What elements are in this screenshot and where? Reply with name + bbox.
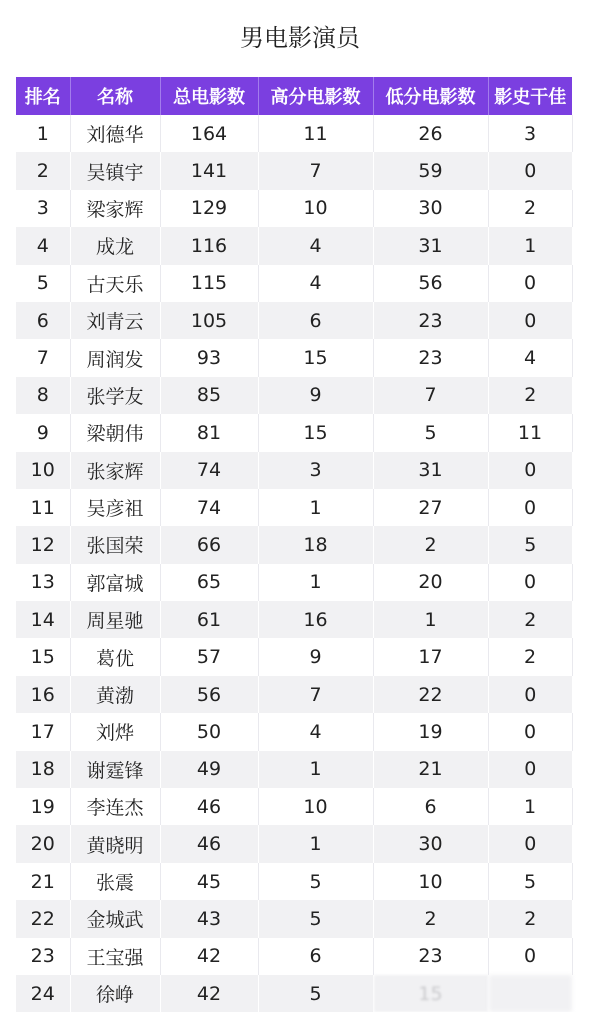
rank-cell: 14: [16, 601, 70, 638]
high-score-cell: 15: [258, 339, 373, 376]
total-films-cell: 46: [160, 788, 258, 825]
low-score-cell: 6: [373, 788, 488, 825]
table-row: [16, 339, 572, 376]
high-score-cell: 18: [258, 526, 373, 563]
rank-cell: 1: [16, 115, 70, 152]
classic-films-cell: 0: [488, 676, 572, 713]
rank-cell: 7: [16, 339, 70, 376]
name-cell: 张震: [70, 863, 160, 900]
low-score-cell: 31: [373, 452, 488, 489]
table-row: [16, 601, 572, 638]
total-films-cell: 85: [160, 377, 258, 414]
column-header-total-films: 总电影数: [160, 77, 258, 115]
name-cell: 张国荣: [70, 526, 160, 563]
low-score-cell: 15: [373, 975, 488, 1012]
high-score-cell: 9: [258, 377, 373, 414]
rank-cell: 13: [16, 564, 70, 601]
low-score-cell: 59: [373, 152, 488, 189]
classic-films-cell: 2: [488, 601, 572, 638]
table-row: [16, 302, 572, 339]
total-films-cell: 50: [160, 713, 258, 750]
low-score-cell: 23: [373, 302, 488, 339]
table-row: [16, 564, 572, 601]
name-cell: 谢霆锋: [70, 751, 160, 788]
high-score-cell: 16: [258, 601, 373, 638]
classic-films-cell: 0: [488, 564, 572, 601]
rank-cell: 3: [16, 190, 70, 227]
actor-ranking-table: [16, 77, 573, 1012]
rank-cell: 17: [16, 713, 70, 750]
rank-cell: 6: [16, 302, 70, 339]
high-score-cell: 4: [258, 227, 373, 264]
column-header-rank: 排名: [16, 77, 70, 115]
classic-films-cell: 1: [488, 227, 572, 264]
total-films-cell: 45: [160, 863, 258, 900]
table-row: [16, 825, 572, 862]
low-score-cell: 22: [373, 676, 488, 713]
classic-films-cell: 0: [488, 265, 572, 302]
low-score-cell: 26: [373, 115, 488, 152]
name-cell: 王宝强: [70, 938, 160, 975]
rank-cell: 12: [16, 526, 70, 563]
classic-films-cell: 0: [488, 489, 572, 526]
total-films-cell: 66: [160, 526, 258, 563]
column-header-low-score-films: 低分电影数: [373, 77, 488, 115]
table-row: [16, 115, 572, 152]
name-cell: 金城武: [70, 900, 160, 937]
name-cell: 张学友: [70, 377, 160, 414]
column-header-name: 名称: [70, 77, 160, 115]
total-films-cell: 46: [160, 825, 258, 862]
rank-cell: 19: [16, 788, 70, 825]
high-score-cell: 1: [258, 489, 373, 526]
classic-films-cell: 0: [488, 302, 572, 339]
rank-cell: 16: [16, 676, 70, 713]
total-films-cell: 164: [160, 115, 258, 152]
total-films-cell: 42: [160, 938, 258, 975]
table-header: [16, 77, 572, 115]
name-cell: 吴彦祖: [70, 489, 160, 526]
column-header-classic-films: 影史干佳: [488, 77, 572, 115]
classic-films-cell: 0: [488, 713, 572, 750]
name-cell: 徐峥: [70, 975, 160, 1012]
table-row: [16, 452, 572, 489]
rank-cell: 9: [16, 414, 70, 451]
rank-cell: 15: [16, 638, 70, 675]
high-score-cell: 4: [258, 265, 373, 302]
high-score-cell: 3: [258, 452, 373, 489]
low-score-cell: 1: [373, 601, 488, 638]
rank-cell: 24: [16, 975, 70, 1012]
table-row: [16, 227, 572, 264]
classic-films-cell: 4: [488, 339, 572, 376]
total-films-cell: 42: [160, 975, 258, 1012]
name-cell: 刘青云: [70, 302, 160, 339]
name-cell: 李连杰: [70, 788, 160, 825]
classic-films-cell: 2: [488, 190, 572, 227]
high-score-cell: 5: [258, 863, 373, 900]
table-row: [16, 863, 572, 900]
total-films-cell: 74: [160, 452, 258, 489]
total-films-cell: 56: [160, 676, 258, 713]
name-cell: 周星驰: [70, 601, 160, 638]
total-films-cell: 74: [160, 489, 258, 526]
classic-films-cell: 0: [488, 938, 572, 975]
rank-cell: 21: [16, 863, 70, 900]
table-row: [16, 751, 572, 788]
high-score-cell: 6: [258, 302, 373, 339]
classic-films-cell: 3: [488, 115, 572, 152]
rank-cell: 20: [16, 825, 70, 862]
classic-films-cell: 0: [488, 825, 572, 862]
high-score-cell: 11: [258, 115, 373, 152]
total-films-cell: 141: [160, 152, 258, 189]
name-cell: 吴镇宇: [70, 152, 160, 189]
table-body: [16, 115, 572, 1012]
high-score-cell: 10: [258, 190, 373, 227]
classic-films-cell: 0: [488, 152, 572, 189]
low-score-cell: 30: [373, 190, 488, 227]
high-score-cell: 4: [258, 713, 373, 750]
total-films-cell: 129: [160, 190, 258, 227]
name-cell: 梁家辉: [70, 190, 160, 227]
classic-films-cell: 2: [488, 638, 572, 675]
low-score-cell: 23: [373, 339, 488, 376]
high-score-cell: 10: [258, 788, 373, 825]
low-score-cell: 56: [373, 265, 488, 302]
total-films-cell: 43: [160, 900, 258, 937]
high-score-cell: 1: [258, 825, 373, 862]
low-score-cell: 7: [373, 377, 488, 414]
table-row: [16, 152, 572, 189]
classic-films-cell: 2: [488, 377, 572, 414]
total-films-cell: 49: [160, 751, 258, 788]
classic-films-cell: [488, 975, 572, 1012]
high-score-cell: 5: [258, 975, 373, 1012]
name-cell: 梁朝伟: [70, 414, 160, 451]
name-cell: 古天乐: [70, 265, 160, 302]
high-score-cell: 15: [258, 414, 373, 451]
low-score-cell: 2: [373, 900, 488, 937]
table-row: [16, 676, 572, 713]
high-score-cell: 9: [258, 638, 373, 675]
rank-cell: 8: [16, 377, 70, 414]
total-films-cell: 115: [160, 265, 258, 302]
table-row: [16, 489, 572, 526]
low-score-cell: 2: [373, 526, 488, 563]
low-score-cell: 5: [373, 414, 488, 451]
table-row: [16, 713, 572, 750]
rank-cell: 4: [16, 227, 70, 264]
table-row: [16, 975, 572, 1012]
rank-cell: 22: [16, 900, 70, 937]
low-score-cell: 20: [373, 564, 488, 601]
low-score-cell: 19: [373, 713, 488, 750]
rank-cell: 11: [16, 489, 70, 526]
high-score-cell: 7: [258, 152, 373, 189]
high-score-cell: 1: [258, 564, 373, 601]
name-cell: 张家辉: [70, 452, 160, 489]
high-score-cell: 1: [258, 751, 373, 788]
total-films-cell: 61: [160, 601, 258, 638]
low-score-cell: 30: [373, 825, 488, 862]
high-score-cell: 5: [258, 900, 373, 937]
table-row: [16, 938, 572, 975]
total-films-cell: 57: [160, 638, 258, 675]
table-row: [16, 788, 572, 825]
total-films-cell: 81: [160, 414, 258, 451]
classic-films-cell: 11: [488, 414, 572, 451]
name-cell: 葛优: [70, 638, 160, 675]
classic-films-cell: 1: [488, 788, 572, 825]
rank-cell: 2: [16, 152, 70, 189]
total-films-cell: 93: [160, 339, 258, 376]
classic-films-cell: 0: [488, 452, 572, 489]
low-score-cell: 10: [373, 863, 488, 900]
name-cell: 黄渤: [70, 676, 160, 713]
rank-cell: 10: [16, 452, 70, 489]
rank-cell: 5: [16, 265, 70, 302]
low-score-cell: 27: [373, 489, 488, 526]
name-cell: 刘烨: [70, 713, 160, 750]
high-score-cell: 7: [258, 676, 373, 713]
table-row: [16, 638, 572, 675]
total-films-cell: 116: [160, 227, 258, 264]
table-row: [16, 526, 572, 563]
low-score-cell: 17: [373, 638, 488, 675]
high-score-cell: 6: [258, 938, 373, 975]
low-score-cell: 31: [373, 227, 488, 264]
table-header-row: [16, 77, 572, 115]
name-cell: 成龙: [70, 227, 160, 264]
table-row: [16, 377, 572, 414]
classic-films-cell: 5: [488, 526, 572, 563]
low-score-cell: 23: [373, 938, 488, 975]
table-row: [16, 414, 572, 451]
page-title: 男电影演员: [240, 24, 360, 52]
name-cell: 郭富城: [70, 564, 160, 601]
name-cell: 周润发: [70, 339, 160, 376]
table-row: [16, 900, 572, 937]
table-row: [16, 265, 572, 302]
low-score-cell: 21: [373, 751, 488, 788]
rank-cell: 23: [16, 938, 70, 975]
name-cell: 黄晓明: [70, 825, 160, 862]
classic-films-cell: 5: [488, 863, 572, 900]
classic-films-cell: 2: [488, 900, 572, 937]
rank-cell: 18: [16, 751, 70, 788]
total-films-cell: 105: [160, 302, 258, 339]
total-films-cell: 65: [160, 564, 258, 601]
classic-films-cell: 0: [488, 751, 572, 788]
table-row: [16, 190, 572, 227]
name-cell: 刘德华: [70, 115, 160, 152]
column-header-high-score-films: 高分电影数: [258, 77, 373, 115]
